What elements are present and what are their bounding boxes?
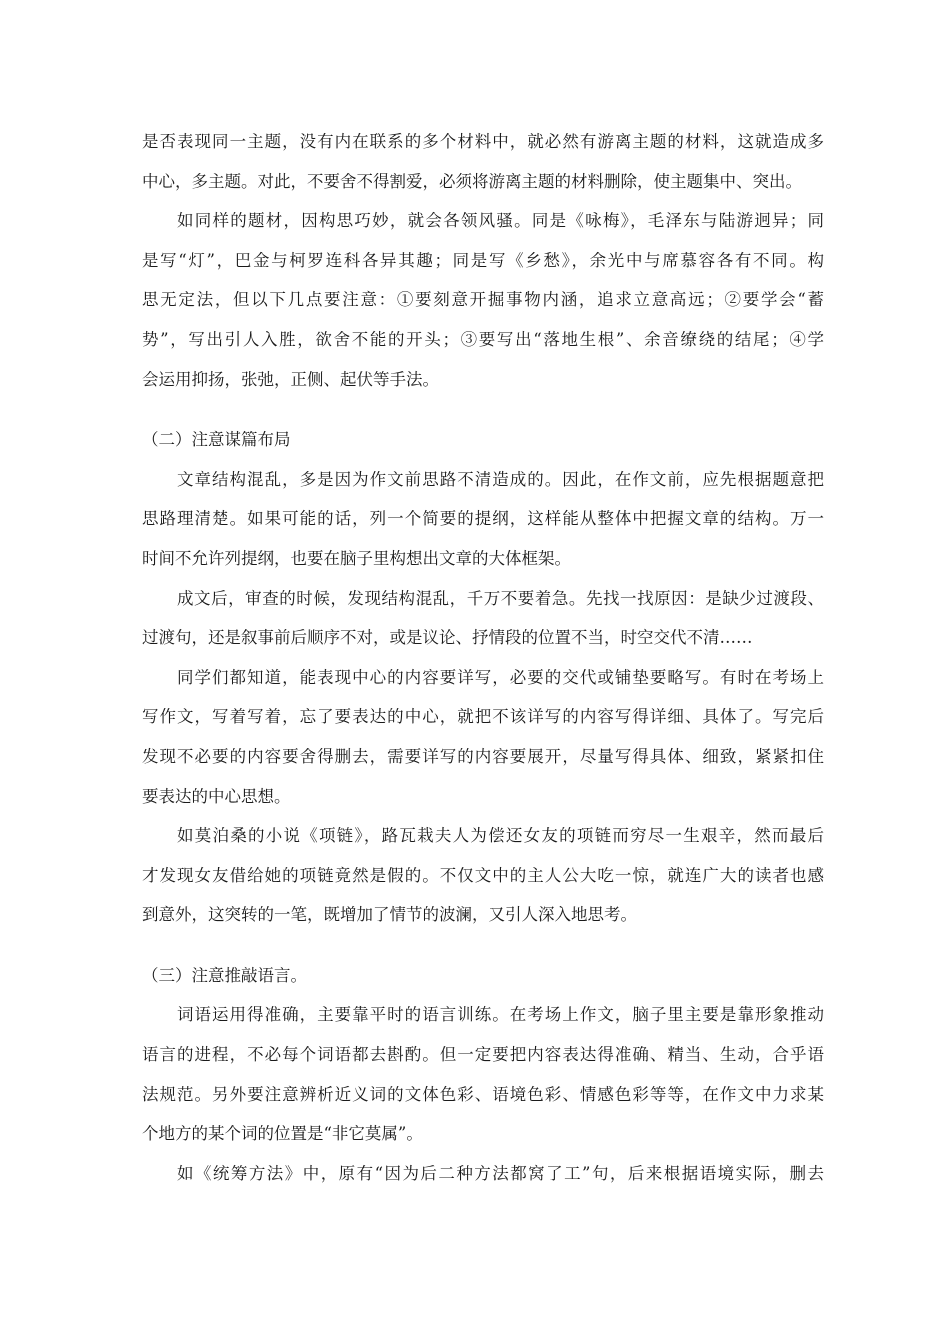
section-heading-3: （三）注意推敲语言。	[142, 965, 307, 985]
text-line: 会运用抑扬，张弛，正侧、起伏等手法。	[142, 369, 439, 389]
text-line: 中心，多主题。对此，不要舍不得割爱，必须将游离主题的材料删除，使主题集中、突出。	[142, 171, 802, 191]
text-line: 个地方的某个词的位置是“非它莫属”。	[142, 1124, 423, 1144]
text-line: 词语运用得准确，主要靠平时的语言训练。在考场上作文，脑子里主要是靠形象推动	[177, 1005, 824, 1025]
text-line: 如莫泊桑的小说《项链》，路瓦栽夫人为偿还女友的项链而穷尽一生艰辛，然而最后	[177, 826, 824, 846]
paragraph	[142, 201, 824, 399]
text-line: 同学们都知道，能表现中心的内容要详写，必要的交代或铺垫要略写。有时在考场上	[177, 667, 824, 687]
section-heading-2: （二）注意谋篇布局	[142, 430, 291, 450]
text-line: 思路理清楚。如果可能的话，列一个简要的提纲，这样能从整体中把握文章的结构。万一	[142, 509, 824, 529]
text-line: 要表达的中心思想。	[142, 786, 291, 806]
paragraph	[142, 579, 824, 658]
paragraph	[142, 658, 824, 816]
text-line: 到意外，这突转的一笔，既增加了情节的波澜，又引人深入地思考。	[142, 905, 637, 925]
text-line: 写作文，写着写着，忘了要表达的中心，就把不该详写的内容写得详细、具体了。写完后	[142, 707, 824, 727]
paragraph-continued	[142, 122, 824, 201]
paragraph	[142, 1154, 824, 1194]
text-line: 如《统筹方法》中，原有“因为后二种方法都窝了工”句，后来根据语境实际，删去	[177, 1163, 824, 1183]
text-line: 势”，写出引人入胜，欲舍不能的开头；③要写出“落地生根”、余音缭绕的结尾；④学	[142, 329, 824, 349]
text-line: 法规范。另外要注意辨析近义词的文体色彩、语境色彩、情感色彩等等，在作文中力求某	[142, 1084, 824, 1104]
text-line: 文章结构混乱，多是因为作文前思路不清造成的。因此，在作文前，应先根据题意把	[177, 469, 824, 489]
paragraph	[142, 995, 824, 1153]
paragraph	[142, 816, 824, 935]
document-body	[142, 122, 824, 1193]
text-line: 时间不允许列提纲，也要在脑子里构想出文章的大体框架。	[142, 548, 571, 568]
text-line: 是否表现同一主题，没有内在联系的多个材料中，就必然有游离主题的材料，这就造成多	[142, 132, 824, 151]
paragraph	[142, 460, 824, 579]
text-line: 语言的进程，不必每个词语都去斟酌。但一定要把内容表达得准确、精当、生动，合乎语	[142, 1045, 824, 1065]
text-line: 发现不必要的内容要舍得删去，需要详写的内容要展开，尽量写得具体、细致，紧紧扣住	[142, 746, 824, 766]
text-line: 是写“灯”，巴金与柯罗连科各异其趣；同是写《乡愁》，余光中与席慕容各有不同。构	[142, 250, 824, 270]
text-line: 过渡句，还是叙事前后顺序不对，或是议论、抒情段的位置不当，时空交代不清……	[142, 628, 753, 648]
section-gap	[142, 935, 824, 956]
text-line: 成文后，审查的时候，发现结构混乱，千万不要着急。先找一找原因：是缺少过渡段、	[177, 588, 824, 608]
text-line: 思无定法，但以下几点要注意：①要刻意开掘事物内涵，追求立意高远；②要学会“蓄	[142, 290, 824, 310]
text-line: 才发现女友借给她的项链竟然是假的。不仅文中的主人公大吃一惊，就连广大的读者也感	[142, 865, 824, 885]
text-line: 如同样的题材，因构思巧妙，就会各领风骚。同是《咏梅》，毛泽东与陆游迥异；同	[177, 211, 824, 231]
section-gap	[142, 399, 824, 420]
